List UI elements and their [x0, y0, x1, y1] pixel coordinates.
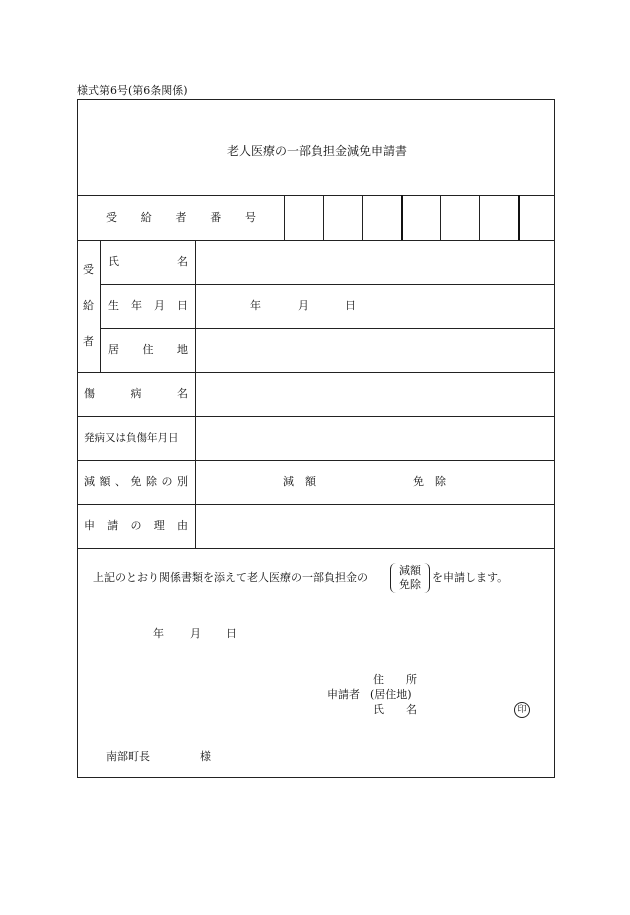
applicant-residence-label: (居住地): [370, 688, 412, 701]
statement-suffix: を申請します。: [432, 571, 509, 584]
label-char: の: [161, 475, 173, 488]
label-char: 由: [177, 519, 188, 532]
label-char: 者: [175, 211, 187, 224]
label-char: 申: [84, 519, 95, 532]
statement-text: 上記のとおり関係書類を添えて老人医療の一部負担金の: [93, 571, 368, 584]
label-char: 号: [245, 211, 256, 224]
label-char: 生: [108, 299, 119, 312]
application-form: [77, 99, 555, 778]
applicant-label: 申請者: [327, 688, 360, 701]
label-char: 、: [115, 475, 126, 488]
label-char: 額: [99, 475, 111, 488]
label-char: 地: [177, 343, 188, 356]
date-day-unit: 日: [226, 627, 237, 640]
applicant-address-label: 住 所: [373, 673, 417, 686]
label-char: 理: [153, 519, 165, 532]
birth-year-unit: 年: [250, 299, 261, 312]
label-char: 番: [210, 211, 222, 224]
address-field[interactable]: [196, 329, 554, 372]
label-char: 給: [140, 211, 152, 224]
label-char: 免: [130, 475, 142, 488]
reason-field[interactable]: [196, 505, 554, 548]
form-caption: 様式第6号(第6条関係): [77, 84, 188, 97]
label-char: 名: [177, 387, 188, 400]
label-char: 病: [130, 387, 142, 400]
onset-date-field[interactable]: [196, 417, 554, 460]
label-char: 減: [84, 475, 95, 488]
birth-date-label: [108, 299, 188, 313]
form-title: 老人医療の一部負担金減免申請書: [226, 144, 407, 158]
recipient-group-char-1: 受: [83, 263, 94, 276]
label-char: 日: [177, 299, 188, 312]
brace-exemption: 免除: [399, 578, 421, 591]
statement-brace: [390, 563, 430, 593]
recipient-number-cells[interactable]: [285, 196, 553, 240]
label-char: 名: [177, 255, 188, 268]
applicant-name-label: 氏 名: [373, 703, 417, 716]
label-char: 別: [177, 475, 188, 488]
reduction-type-label: [84, 475, 188, 489]
seal-mark: 印: [514, 702, 530, 718]
label-char: 除: [146, 475, 157, 488]
addressee-name: 南部町長: [106, 750, 150, 763]
label-char: の: [130, 519, 142, 532]
label-char: 氏: [108, 255, 119, 268]
reason-label: [84, 519, 188, 533]
label-char: 月: [154, 299, 165, 312]
birth-month-unit: 月: [298, 299, 309, 312]
label-char: 住: [142, 343, 154, 356]
addressee-honorific: 様: [200, 750, 211, 763]
date-month-unit: 月: [190, 627, 201, 640]
onset-date-label: 発病又は負傷年月日: [84, 432, 179, 444]
recipient-number-label: [106, 211, 256, 225]
label-char: 受: [106, 211, 117, 224]
label-char: 請: [107, 519, 119, 532]
illness-label: [84, 387, 188, 401]
name-label: [108, 255, 188, 269]
label-char: 年: [131, 299, 142, 312]
name-field[interactable]: [196, 241, 554, 284]
birth-day-unit: 日: [345, 299, 356, 312]
recipient-group-char-3: 者: [83, 335, 94, 348]
date-year-unit: 年: [153, 627, 164, 640]
label-char: 居: [108, 343, 119, 356]
reduction-option[interactable]: 減 額: [283, 475, 316, 488]
brace-reduction: 減額: [399, 564, 421, 577]
address-label: [108, 343, 188, 357]
exemption-option[interactable]: 免 除: [413, 475, 446, 488]
illness-field[interactable]: [196, 373, 554, 416]
recipient-group-char-2: 給: [83, 299, 94, 312]
label-char: 傷: [84, 387, 95, 400]
